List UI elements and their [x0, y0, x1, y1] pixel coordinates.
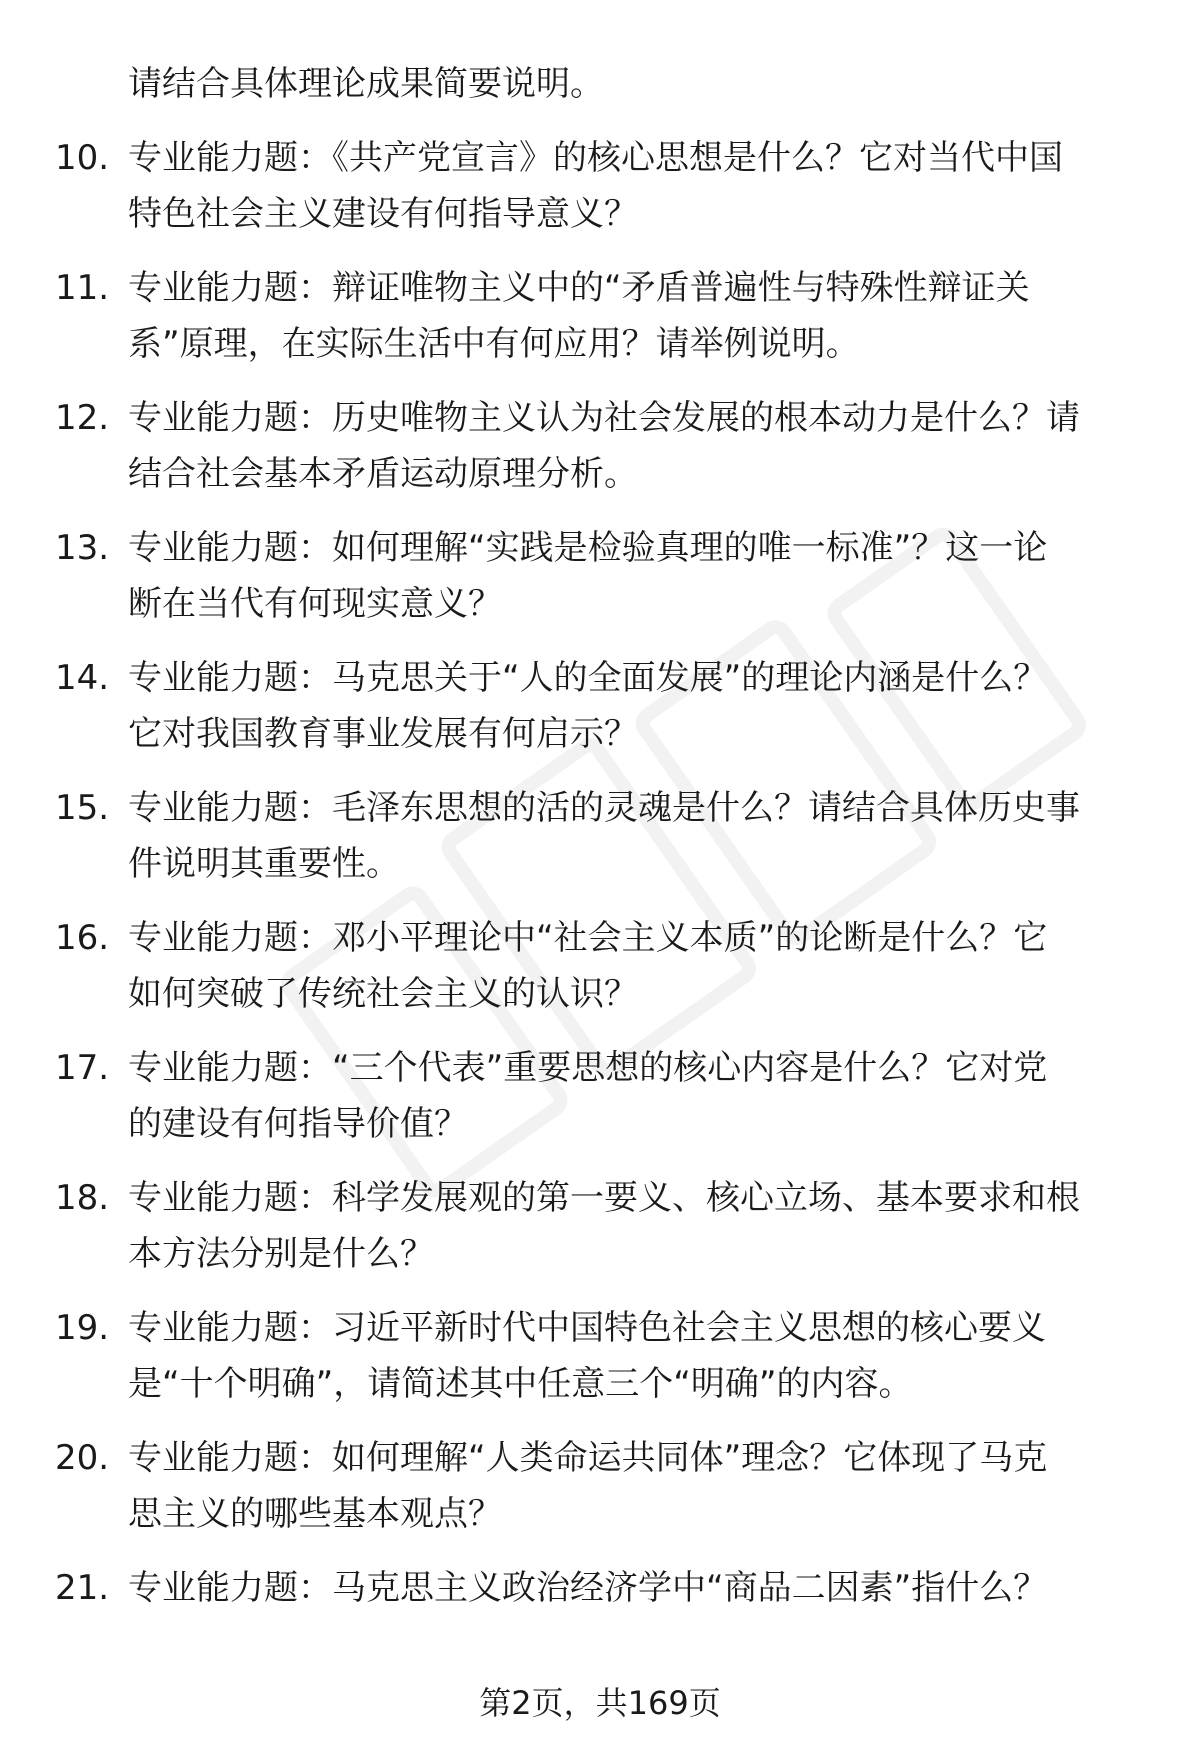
question-text: 专业能力题：辩证唯物主义中的“矛盾普遍性与特殊性辩证关	[128, 268, 1030, 308]
question-text: 专业能力题：如何理解“实践是检验真理的唯一标准”？这一论	[128, 528, 1048, 568]
question-first-line	[55, 1170, 1145, 1226]
question-first-line	[55, 1040, 1145, 1096]
question-continuation-line: 件说明其重要性。	[128, 844, 400, 884]
question-first-line	[55, 910, 1145, 966]
question-continuation-line: 结合社会基本矛盾运动原理分析。	[128, 454, 638, 494]
question-list	[55, 56, 1145, 1616]
question-item	[55, 910, 1145, 1022]
question-text: 专业能力题：毛泽东思想的活的灵魂是什么？请结合具体历史事	[128, 788, 1080, 828]
question-first-line	[55, 650, 1145, 706]
question-text: 专业能力题：如何理解“人类命运共同体”理念？它体现了马克	[128, 1438, 1048, 1478]
question-continuation-line: 思主义的哪些基本观点？	[128, 1494, 502, 1534]
question-continuation-line: 它对我国教育事业发展有何启示？	[128, 714, 638, 754]
question-text: 专业能力题：邓小平理论中“社会主义本质”的论断是什么？它	[128, 918, 1048, 958]
question-number: 16.	[55, 918, 110, 958]
question-first-line	[55, 1560, 1145, 1616]
question-item	[55, 780, 1145, 892]
question-number: 19.	[55, 1308, 110, 1348]
question-number: 15.	[55, 788, 110, 828]
question-number: 14.	[55, 658, 110, 698]
question-item	[55, 260, 1145, 372]
question-number: 11.	[55, 268, 110, 308]
question-continuation-line: 系”原理，在实际生活中有何应用？请举例说明。	[128, 324, 860, 364]
intro-line: 请结合具体理论成果简要说明。	[128, 64, 604, 104]
question-item	[55, 1560, 1145, 1616]
question-item	[55, 130, 1145, 242]
question-text: 专业能力题：马克思主义政治经济学中“商品二因素”指什么？	[128, 1568, 1048, 1608]
question-item	[55, 1300, 1145, 1412]
question-first-line	[55, 520, 1145, 576]
question-item	[55, 1430, 1145, 1542]
question-continuation-line: 特色社会主义建设有何指导意义？	[128, 194, 638, 234]
page-footer: 第2页，共169页	[479, 1684, 721, 1722]
question-text: 专业能力题：《共产党宣言》的核心思想是什么？它对当代中国	[128, 138, 1063, 178]
question-text: 专业能力题：“三个代表”重要思想的核心内容是什么？它对党	[128, 1048, 1048, 1088]
question-item	[55, 650, 1145, 762]
question-item	[55, 520, 1145, 632]
question-continuation-line: 断在当代有何现实意义？	[128, 584, 502, 624]
question-text: 专业能力题：习近平新时代中国特色社会主义思想的核心要义	[128, 1308, 1046, 1348]
question-number: 13.	[55, 528, 110, 568]
question-continuation-line: 本方法分别是什么？	[128, 1234, 434, 1274]
question-continuation-line: 是“十个明确”，请简述其中任意三个“明确”的内容。	[128, 1364, 913, 1404]
question-text: 专业能力题：马克思关于“人的全面发展”的理论内涵是什么？	[128, 658, 1048, 698]
question-text: 专业能力题：历史唯物主义认为社会发展的根本动力是什么？请	[128, 398, 1080, 438]
question-text: 专业能力题：科学发展观的第一要义、核心立场、基本要求和根	[128, 1178, 1080, 1218]
question-item	[55, 1040, 1145, 1152]
question-continuation-line: 的建设有何指导价值？	[128, 1104, 468, 1144]
question-number: 18.	[55, 1178, 110, 1218]
question-continuation-line: 如何突破了传统社会主义的认识？	[128, 974, 638, 1014]
question-first-line	[55, 130, 1145, 186]
question-number: 17.	[55, 1048, 110, 1088]
question-first-line	[55, 780, 1145, 836]
question-first-line	[55, 1430, 1145, 1486]
question-first-line	[55, 390, 1145, 446]
question-first-line	[55, 1300, 1145, 1356]
question-number: 12.	[55, 398, 110, 438]
question-number: 20.	[55, 1438, 110, 1478]
question-number: 21.	[55, 1568, 110, 1608]
question-item	[55, 1170, 1145, 1282]
question-number: 10.	[55, 138, 110, 178]
question-first-line	[55, 260, 1145, 316]
question-item	[55, 390, 1145, 502]
